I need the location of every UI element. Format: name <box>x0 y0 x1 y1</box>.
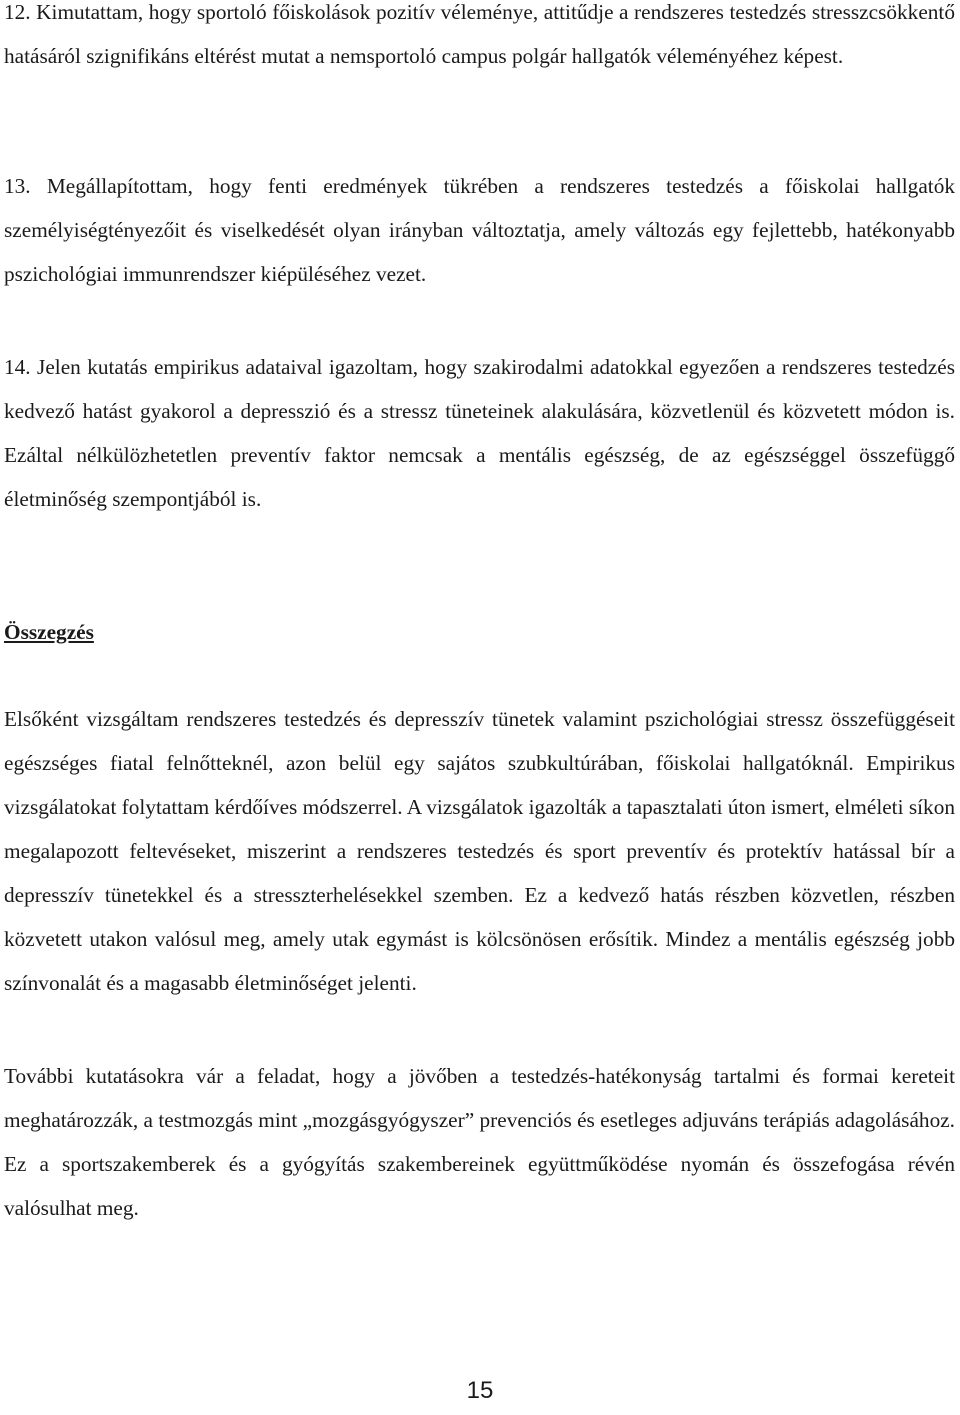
page-number: 15 <box>466 1377 494 1404</box>
summary-heading: Összegzés <box>4 620 94 644</box>
finding-12-paragraph: 12. Kimutattam, hogy sportoló főiskolások pozitív véleménye, attitűdje a rendszeres testedzés stresszcsökkentő hatásáról szignifikáns eltérést mutat a nemsportoló campus polgár hallgatók véleményéhez képest. <box>4 0 955 68</box>
finding-13-paragraph: 13. Megállapítottam, hogy fenti eredmények tükrében a rendszeres testedzés a főiskolai hallgatók személyiségtényezőit és viselkedését olyan irányban változtatja, amely változás egy fejlettebb, hatékonyabb pszichológiai immunrendszer kiépüléséhez vezet. <box>4 174 955 286</box>
summary-paragraph-2: További kutatásokra vár a feladat, hogy a jövőben a testedzés-hatékonyság tartalmi és formai kereteit meghatározzák, a testmozgás mint „mozgásgyógyszer” prevenciós és esetleges adjuváns terápiás adagolásához. Ez a sportszakemberek és a gyógyítás szakembereinek együttműködése nyomán és összefogása révén valósulhat meg. <box>4 1064 955 1220</box>
summary-paragraph-1: Elsőként vizsgáltam rendszeres testedzés és depresszív tünetek valamint pszichológiai stressz összefüggéseit egészséges fiatal felnőtteknél, azon belül egy sajátos szubkultúrában, főiskolai hallgatóknál. Empirikus vizsgálatokat folytattam kérdőíves módszerrel. A vizsgálatok igazolták a tapasztalati úton ismert, elméleti síkon megalapozott feltevéseket, miszerint a rendszeres testedzés és sport preventív és protektív hatással bír a depresszív tünetekkel és a stresszterhelésekkel szemben. Ez a kedvező hatás részben közvetlen, részben közvetett utakon valósul meg, amely utak egymást is kölcsönösen erősítik. Mindez a mentális egészség jobb színvonalát és a magasabb életminőséget jelenti. <box>4 707 955 995</box>
finding-14-paragraph: 14. Jelen kutatás empirikus adataival igazoltam, hogy szakirodalmi adatokkal egyezően a rendszeres testedzés kedvező hatást gyakorol a depresszió és a stressz tüneteinek alakulására, közvetlenül és közvetett módon is. Ezáltal nélkülözhetetlen preventív faktor nemcsak a mentális egészség, de az egészséggel összefüggő életminőség szempontjából is. <box>4 355 955 511</box>
